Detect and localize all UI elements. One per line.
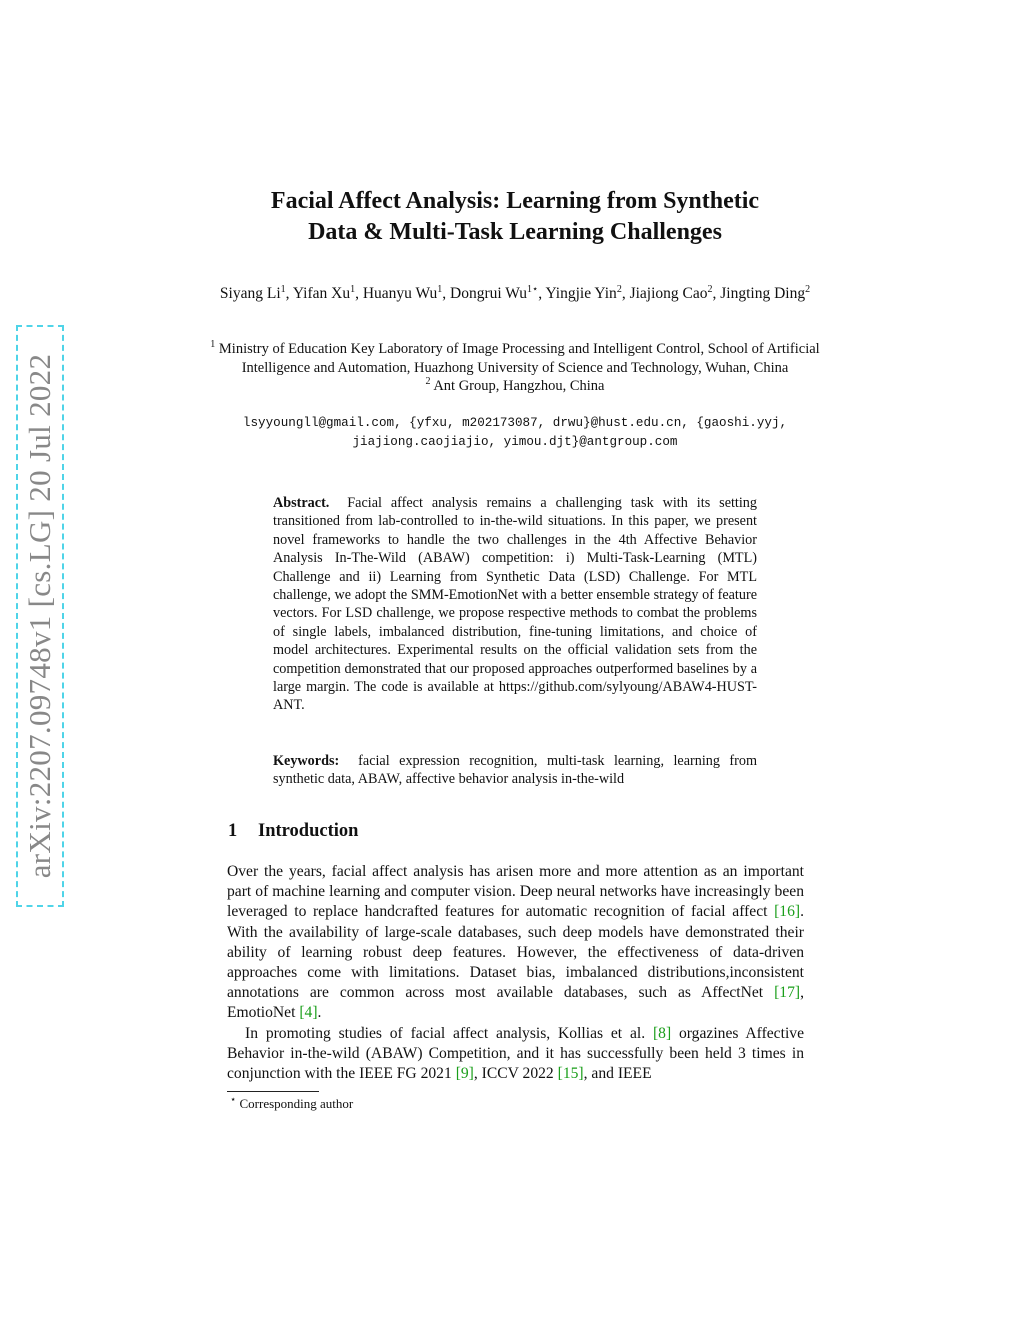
email-line-2: jiajiong.caojiajio, yimou.djt}@antgroup.com: [352, 435, 678, 449]
text-run: .: [317, 1004, 322, 1022]
text-run: . With the availability of large-scale databases, such deep models have demonstrated their ability of learning robust deep features. However, the effectiveness of data-driven approaches come with limitations. Dataset bias, imbalanced distributions,inconsistent annotations are common across most available databases, such as AffectNet: [227, 903, 804, 1002]
section-heading: [228, 821, 358, 842]
citation-link[interactable]: [9]: [455, 1065, 474, 1083]
citation-link[interactable]: [16]: [774, 903, 801, 921]
paper-title: [200, 186, 830, 248]
citation-link[interactable]: [8]: [652, 1024, 672, 1042]
author-affiliation-mark: 2: [616, 283, 622, 295]
affiliation-mark: 1: [210, 339, 216, 351]
footnote-text: Corresponding author: [236, 1096, 354, 1111]
affiliations: [210, 340, 820, 396]
footnote-mark: ⋆: [230, 1094, 237, 1106]
author-name: , Huanyu Wu: [355, 285, 438, 302]
affiliation-mark: 2: [425, 376, 431, 388]
affiliation-text: Ant Group, Hangzhou, China: [430, 378, 605, 394]
author-emails: [180, 414, 850, 452]
title-line-1: Facial Affect Analysis: Learning from Synthetic: [270, 188, 760, 214]
text-run: In promoting studies of facial affect analysis, Kollias et al.: [245, 1024, 653, 1042]
author-affiliation-mark: 2: [805, 283, 811, 295]
text-run: , and IEEE: [583, 1065, 652, 1083]
paragraph: [227, 1024, 804, 1085]
citation-link[interactable]: [15]: [557, 1065, 584, 1083]
arxiv-identifier: arXiv:2207.09748v1 [cs.LG] 20 Jul 2022: [22, 353, 57, 879]
author-name: , Yingjie Yin: [538, 285, 617, 302]
author-name: , Yifan Xu: [285, 285, 351, 302]
abstract-text: Facial affect analysis remains a challenging task with its setting transitioned from lab-controlled to in-the-wild situations. In this paper, we present novel frameworks to handle the two challenges in the 4th Affective Behavior Analysis In-The-Wild (ABAW) competition: i) Multi-Task-Learning (MTL) Challenge and ii) Learning from Synthetic Data (LSD) Challenge. For MTL challenge, we adopt the SMM-EmotionNet with a better ensemble strategy of feature vectors. For LSD challenge, we propose respective methods to combat the problems of single labels, imbalanced distribution, fine-tuning limitations, and choice of model architectures. Experimental results on the official validation sets from the competition demonstrated that our proposed approaches outperformed baselines by a large margin. The code is available at https://github.com/sylyoung/ABAW4-HUST-ANT.: [273, 495, 757, 714]
keywords-label: Keywords:: [273, 753, 340, 769]
author-name: , Jiajiong Cao: [621, 285, 708, 302]
section-number: 1: [228, 821, 238, 841]
keywords-text: facial expression recognition, multi-task learning, learning from synthetic data, ABAW, affective behavior analysis in-the-wild: [273, 753, 758, 788]
body-text: [227, 862, 804, 1084]
author-name: , Jingting Ding: [712, 285, 806, 302]
text-run: , EmotioNet: [227, 984, 804, 1022]
citation-link[interactable]: [17]: [774, 984, 801, 1002]
author-name: , Dongrui Wu: [442, 285, 528, 302]
author-affiliation-mark: 1: [437, 283, 443, 295]
arxiv-stamp: [16, 325, 64, 907]
citation-link[interactable]: [4]: [299, 1004, 318, 1022]
title-line-2: Data & Multi-Task Learning Challenges: [308, 219, 722, 245]
text-run: Over the years, facial affect analysis has arisen more and more attention as an important part of machine learning and computer vision. Deep neural networks have increasingly been leveraged to replace handcrafted features for automatic recognition of facial affect: [227, 863, 804, 921]
abstract: [273, 494, 757, 715]
affiliation-2: [210, 377, 820, 396]
section-title: Introduction: [258, 821, 359, 841]
author-affiliation-mark: 1: [350, 283, 356, 295]
keywords: [273, 752, 757, 789]
author-affiliation-mark: 1⋆: [527, 283, 539, 295]
footnote-rule: [227, 1091, 319, 1092]
text-run: orgazines Affective Behavior in-the-wild (ABAW) Competition, and it has successfully been held 3 times in conjunction with the IEEE FG 2021: [227, 1024, 804, 1083]
author-affiliation-mark: 1: [280, 283, 286, 295]
author-affiliation-mark: 2: [707, 283, 713, 295]
author-list: [215, 284, 815, 304]
text-run: , ICCV 2022: [473, 1065, 558, 1083]
abstract-label: Abstract.: [273, 495, 330, 511]
paragraph: [227, 862, 804, 1024]
author-name: Siyang Li: [219, 285, 281, 302]
email-line-1: lsyyoungll@gmail.com, {yfxu, m202173087, drwu}@hust.edu.cn, {gaoshi.yyj,: [242, 416, 788, 430]
footnote: [230, 1096, 353, 1112]
affiliation-text: Ministry of Education Key Laboratory of Image Processing and Intelligent Control, School of Artificial Intelligence and Automation, Huazhong University of Science and Technology, Wuhan, China: [215, 341, 820, 376]
affiliation-1: [210, 340, 820, 377]
